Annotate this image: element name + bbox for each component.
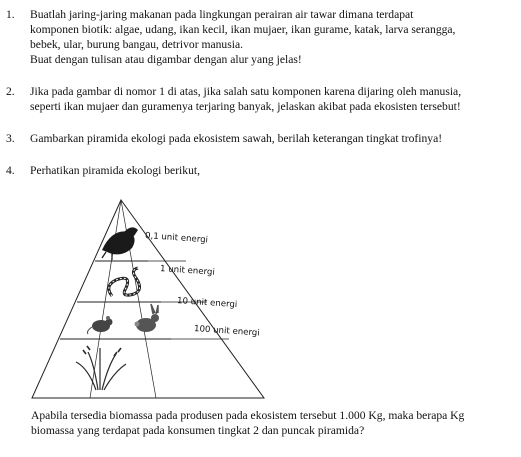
rice-plant-icon [76, 346, 126, 390]
energy-label: 10 unit energi [176, 296, 238, 311]
energy-label: 0,1 unit energi [144, 231, 209, 246]
question-text [30, 7, 513, 67]
energy-label: 1 unit energi [159, 264, 216, 278]
question-line: biomassa yang terdapat pada konsumen tingkat 2 dan puncak piramida? [31, 424, 365, 437]
question-line: Buatlah jaring-jaring makanan pada lingkungan perairan air tawar dimana terdapat [30, 8, 414, 21]
question-number: 2. [6, 85, 15, 98]
rabbit-icon [135, 304, 160, 332]
question-4-followup [31, 408, 513, 438]
question-text [30, 163, 513, 178]
question-line: Perhatikan piramida ekologi berikut, [30, 164, 200, 177]
question-line: seperti ikan mujaer dan guramenya terjaring banyak, jelaskan akibat pada ekosisten tersebut! [30, 100, 461, 113]
question-number: 1. [6, 8, 15, 21]
question-line: Buat dengan tulisan atau digambar dengan alur yang jelas! [30, 53, 302, 66]
question-number: 3. [6, 132, 15, 145]
snake-icon [109, 268, 140, 296]
question-text [30, 84, 513, 114]
eagle-icon [102, 227, 138, 260]
question-line: Jika pada gambar di nomor 1 di atas, jika salah satu komponen karena dijaring oleh manusia, [30, 85, 462, 98]
question-line: Apabila tersedia biomassa pada produsen pada ekosistem tersebut 1.000 Kg, maka berapa Kg [31, 409, 465, 422]
question-number: 4. [6, 164, 15, 177]
question-text [30, 131, 513, 146]
question-line: Gambarkan piramida ekologi pada ekosistem sawah, berilah keterangan tingkat trofinya! [30, 132, 443, 145]
mouse-icon [88, 316, 113, 334]
question-line: bebek, ular, burung bangau, detrivor manusia. [30, 38, 243, 51]
energy-label: 100 unit energi [193, 324, 260, 339]
question-line: komponen biotik: algae, udang, ikan kecil, ikan mujaer, ikan gurame, katak, larva serangga, [30, 23, 456, 36]
